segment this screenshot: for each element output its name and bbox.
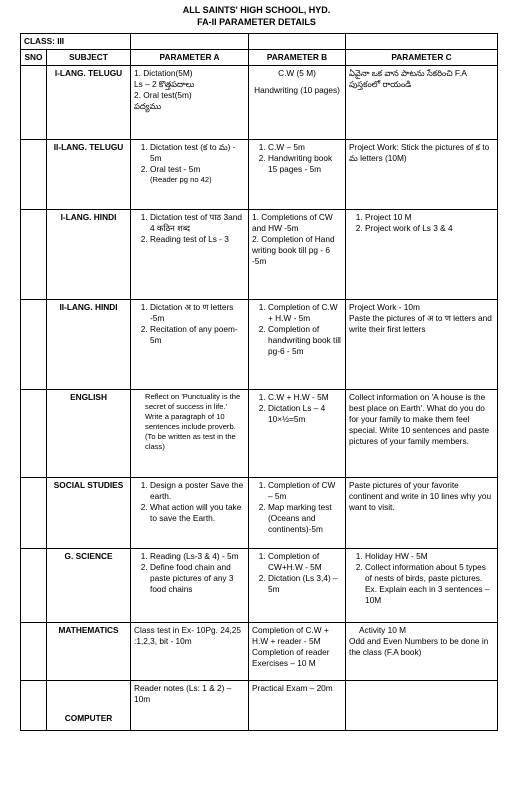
param-b-item: 1. Completion of C.W + H.W - 5m xyxy=(268,302,342,324)
col-header-subject: SUBJECT xyxy=(47,49,131,65)
class-row xyxy=(21,34,498,50)
col-header-param-a: PARAMETER A xyxy=(131,49,249,65)
subject-cell: COMPUTER xyxy=(47,680,131,730)
subject-cell: MATHEMATICS xyxy=(47,622,131,680)
param-a-item: 2. What action will you take to save the Earth. xyxy=(150,502,245,524)
param-a-line: Class test in Ex- 10Pg. 24,25 :1,2,3, bit - 10m xyxy=(134,624,242,646)
param-a-item: 1. Dictation test (క to మ) - 5m xyxy=(150,142,245,164)
param-a-item: 2. Recitation of any poem- 5m xyxy=(150,324,245,346)
header-row xyxy=(21,49,498,65)
subject-cell: SOCIAL STUDIES xyxy=(47,477,131,548)
class-label: CLASS: III xyxy=(21,34,131,50)
param-b-cell xyxy=(249,477,346,548)
table-row xyxy=(21,209,498,299)
param-c-line: ఏవైనా ఒక వాన పాటను సేకరించి F.A పుస్తకంలో రాయండి xyxy=(349,67,467,89)
param-a-line: 2. Oral test(5m) xyxy=(134,89,192,100)
param-a-cell xyxy=(131,477,249,548)
table-row xyxy=(21,65,498,139)
param-b-item: 2. Map marking test (Oceans and continents)-5m xyxy=(268,502,342,535)
param-b-item: 1. Completion of CW – 5m xyxy=(268,480,342,502)
param-a-cell xyxy=(131,139,249,209)
col-header-sno: SNO xyxy=(21,49,47,65)
param-c-cell xyxy=(346,299,498,389)
param-b-cell xyxy=(249,299,346,389)
school-name: ALL SAINTS' HIGH SCHOOL, HYD. xyxy=(182,5,331,15)
param-b-item: 2. Completion of handwriting book till pg-6 - 5m xyxy=(268,324,342,357)
param-b-item: 2. Dictation Ls – 4 10×½=5m xyxy=(268,403,342,425)
table-row xyxy=(21,477,498,548)
param-a-cell xyxy=(131,622,249,680)
param-a-item: 2. Define food chain and paste pictures of any 3 food chains xyxy=(150,562,245,595)
param-a-item: 1. Design a poster Save the earth. xyxy=(150,480,245,502)
param-b-cell xyxy=(249,622,346,680)
param-b-item: 1. C.W – 5m xyxy=(268,142,342,153)
param-c-cell xyxy=(346,65,498,139)
param-b-cell xyxy=(249,139,346,209)
param-a-cell xyxy=(131,389,249,477)
param-c-item: 1. Project 10 M xyxy=(365,212,494,223)
param-a-line: 1. Dictation(5M) xyxy=(134,67,193,78)
col-header-param-b: PARAMETER B xyxy=(249,49,346,65)
param-a-line: Ls – 2 కొత్తపదాలు xyxy=(134,78,195,89)
param-b-cell xyxy=(249,209,346,299)
subject-cell: II-LANG. HINDI xyxy=(47,299,131,389)
param-c-line: Paste the pictures of अ to ण letters and write their first letters xyxy=(349,312,492,334)
subject-cell: G. SCIENCE xyxy=(47,548,131,622)
param-c-line: Project Work - 10m xyxy=(349,301,420,312)
param-a-item: 1. Reading (Ls-3 & 4) - 5m xyxy=(150,551,245,562)
table-row xyxy=(21,680,498,730)
subject-cell: I-LANG. HINDI xyxy=(47,209,131,299)
param-a-cell xyxy=(131,548,249,622)
param-c-line: Paste pictures of your favorite continent and write in 10 lines why you want to visit. xyxy=(349,479,492,512)
param-c-item: 2. Collect information about 5 types of nests of birds, paste pictures. Ex. Explain each in 3 sentences – 10M xyxy=(365,562,494,606)
param-a-item: 1. Dictation अ to ण letters -5m xyxy=(150,302,245,324)
param-c-item: 1. Holiday HW - 5M xyxy=(365,551,494,562)
param-a-cell xyxy=(131,65,249,139)
subject-cell: ENGLISH xyxy=(47,389,131,477)
table-row xyxy=(21,548,498,622)
param-b-cell xyxy=(249,548,346,622)
param-c-line: Activity 10 M xyxy=(359,624,407,635)
table-row xyxy=(21,389,498,477)
param-c-cell xyxy=(346,548,498,622)
param-b-item: 1. C.W + H.W - 5M xyxy=(268,392,342,403)
param-c-line: Project Work: Stick the pictures of క to మ letters (10M) xyxy=(349,141,490,163)
param-c-cell xyxy=(346,139,498,209)
param-c-cell xyxy=(346,389,498,477)
param-c-line: Collect information on 'A house is the best place on Earth'. What do you do for your family to make them feel special. Write 10 sentences and paste pictures of your family members. xyxy=(349,391,490,446)
param-b-line: 1. Completions of CW and HW -5m xyxy=(252,211,333,233)
param-a-line: Reader notes (Ls: 1 & 2) – 10m xyxy=(134,682,232,704)
param-a-cell xyxy=(131,209,249,299)
param-b-line: C.W (5 M) xyxy=(278,67,316,78)
subject-cell: II-LANG. TELUGU xyxy=(47,139,131,209)
subject-cell: I-LANG. TELUGU xyxy=(47,65,131,139)
param-a-cell xyxy=(131,680,249,730)
param-a-item: 2. Oral test - 5m xyxy=(150,164,245,175)
param-c-cell xyxy=(346,477,498,548)
col-header-param-c: PARAMETER C xyxy=(346,49,498,65)
param-b-cell xyxy=(249,680,346,730)
param-a-item: 2. Reading test of Ls - 3 xyxy=(150,234,245,245)
table-row xyxy=(21,299,498,389)
param-c-line: Odd and Even Numbers to be done in the class (F.A book) xyxy=(349,635,489,657)
param-b-line: Handwriting (10 pages) xyxy=(254,84,340,95)
document-subtitle: FA-II PARAMETER DETAILS xyxy=(197,17,316,27)
param-b-item: 2. Dictation (Ls 3,4) – 5m xyxy=(268,573,342,595)
param-b-line: Practical Exam – 20m xyxy=(252,682,333,693)
param-a-line: Reflect on 'Punctuality is the secret of success in life.' Write a paragraph of 10 sentences include proverb. (To be written as test in the class) xyxy=(145,391,241,451)
param-b-item: 2. Handwriting book 15 pages - 5m xyxy=(268,153,342,175)
table-row xyxy=(21,139,498,209)
param-b-line: Completion of C.W + H.W + reader - 5M Completion of reader Exercises – 10 M xyxy=(252,624,330,668)
param-a-item: 1. Dictation test of पाठ 3and 4 कठिन शब्द xyxy=(150,212,245,234)
param-b-item: 1. Completion of CW+H.W - 5M xyxy=(268,551,342,573)
param-c-cell xyxy=(346,680,498,730)
param-c-cell xyxy=(346,622,498,680)
table-row xyxy=(21,622,498,680)
parameter-table xyxy=(20,33,498,731)
param-b-cell xyxy=(249,389,346,477)
param-a-line: (Reader pg no 42) xyxy=(150,174,212,184)
param-c-item: 2. Project work of Ls 3 & 4 xyxy=(365,223,494,234)
param-c-cell xyxy=(346,209,498,299)
param-b-line: 2. Completion of Hand writing book till pg - 6 -5m xyxy=(252,233,335,266)
param-b-cell xyxy=(249,65,346,139)
param-a-line: పద్యము xyxy=(134,100,162,111)
param-a-cell xyxy=(131,299,249,389)
